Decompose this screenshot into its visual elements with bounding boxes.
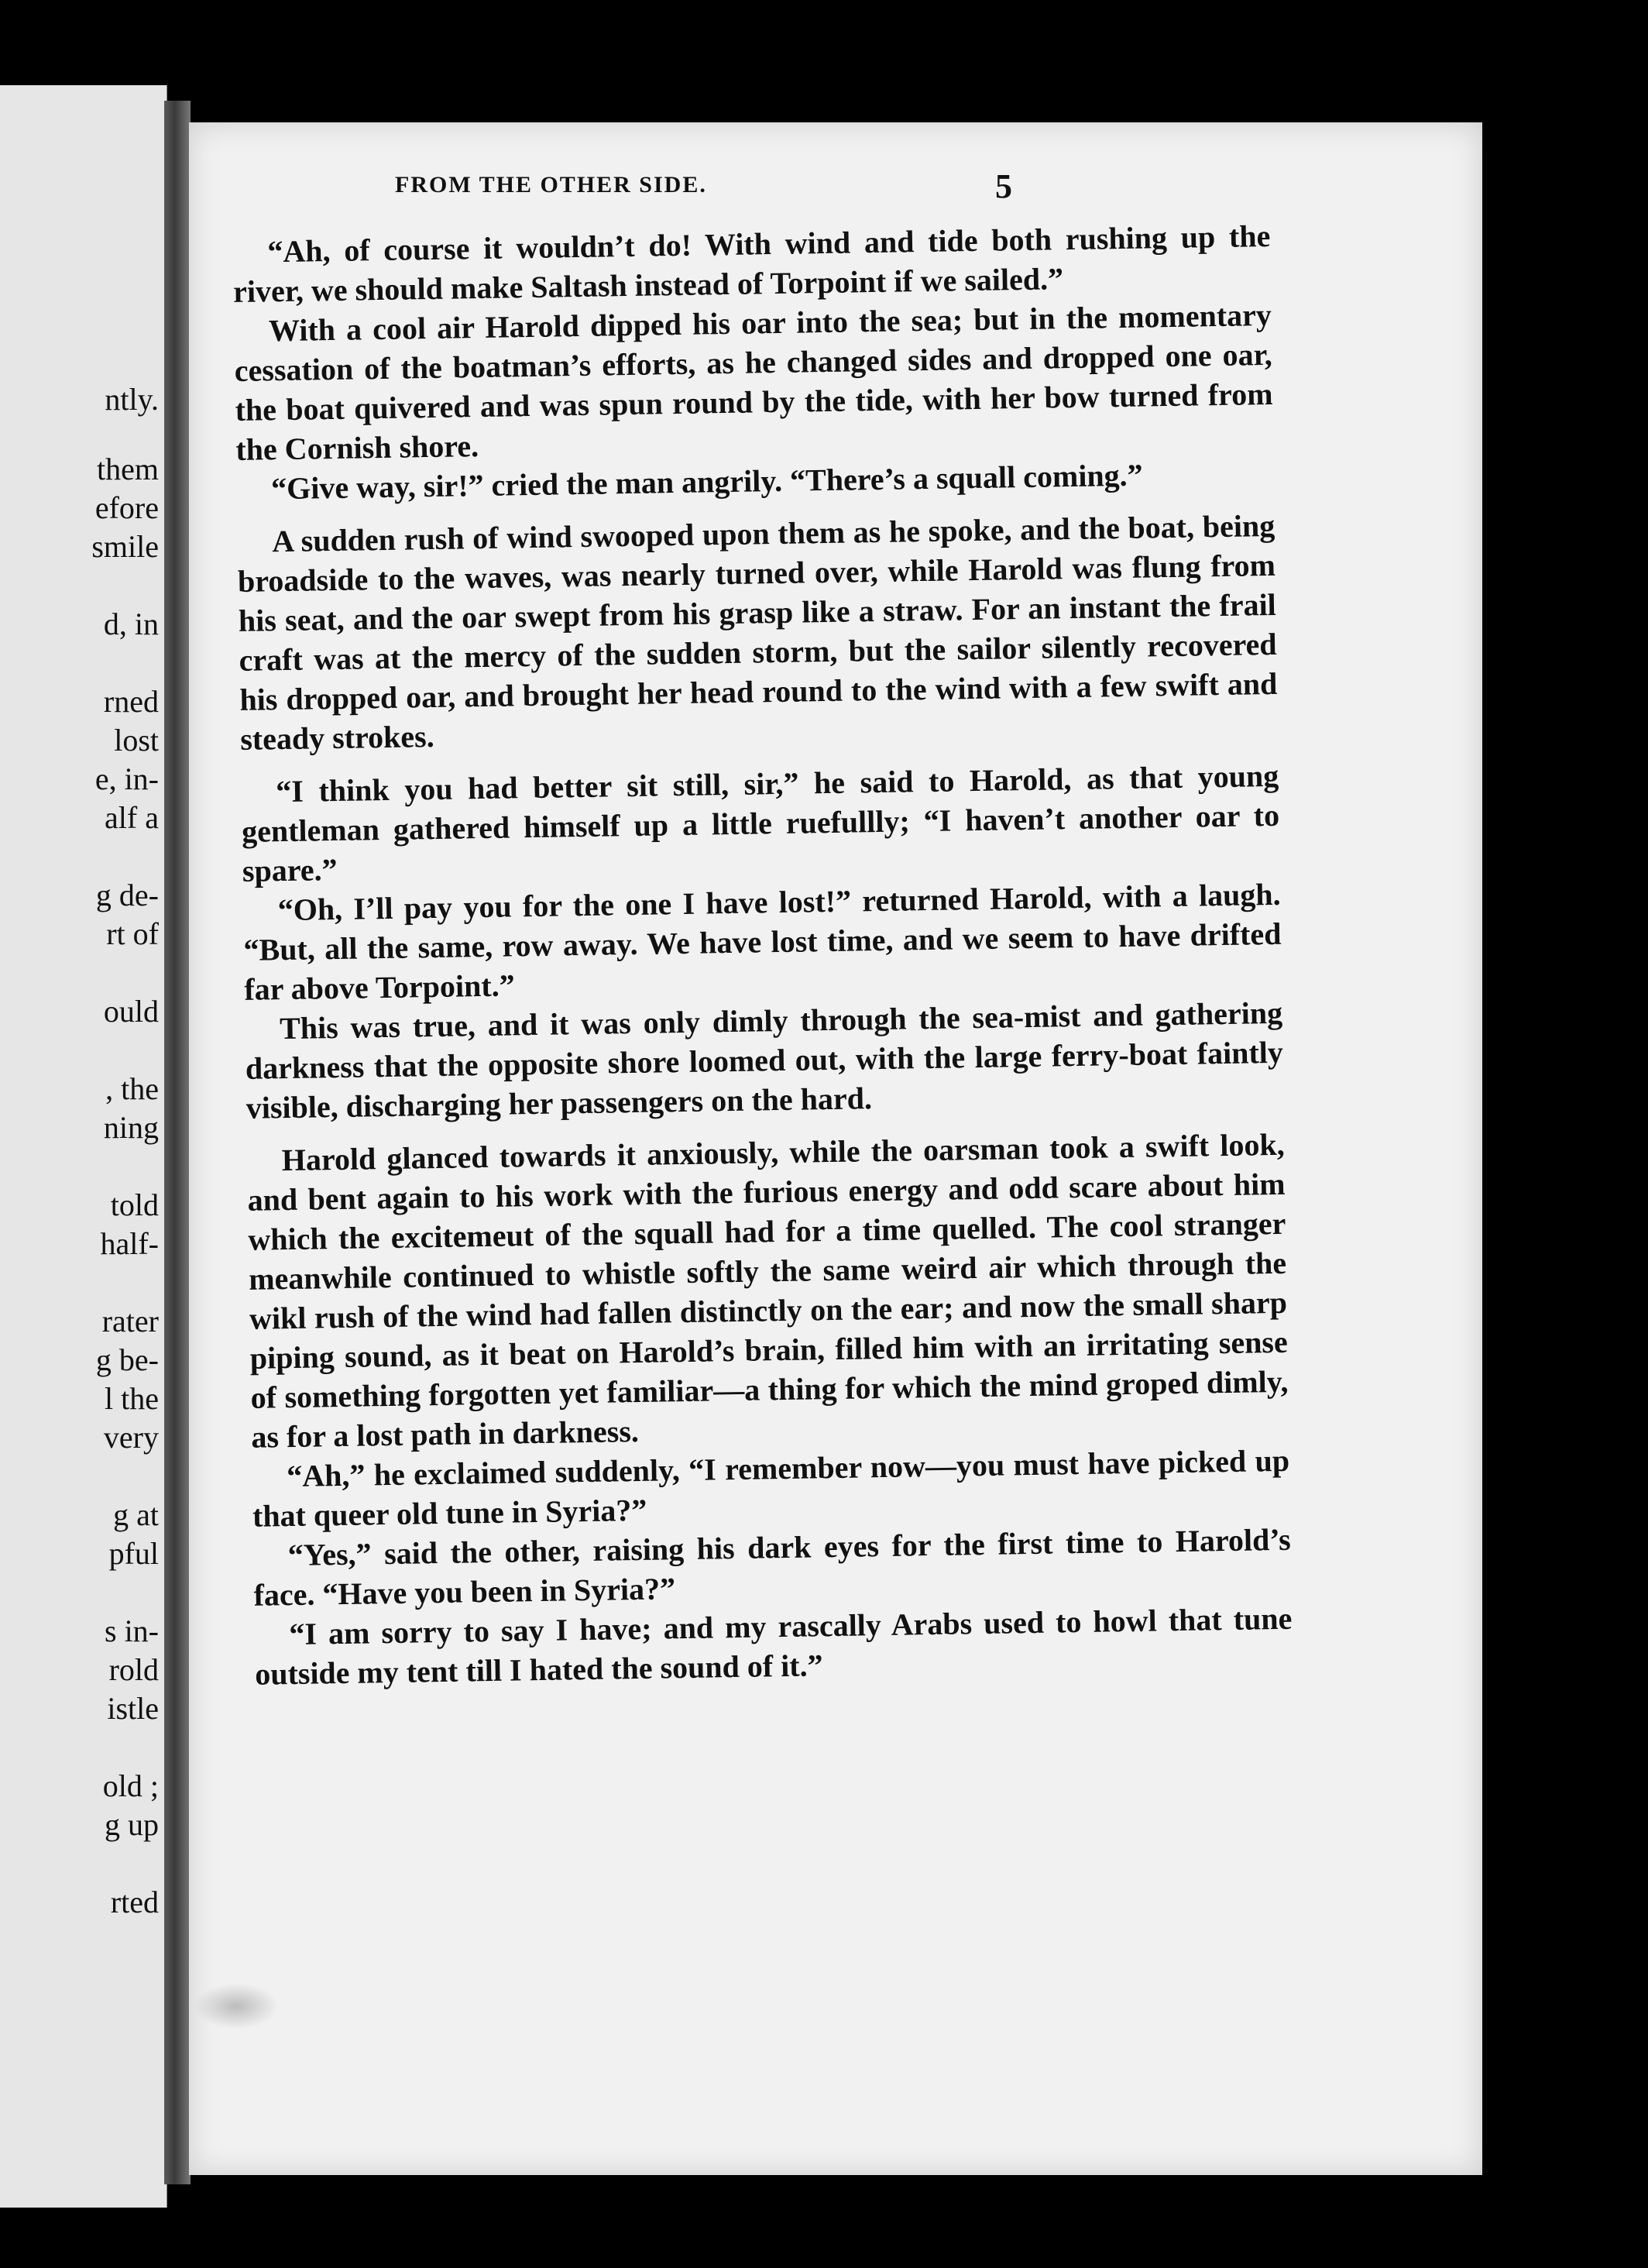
left-page-fragment: very bbox=[103, 1420, 159, 1455]
left-page-fragment: ould bbox=[103, 994, 159, 1029]
left-page-fragment: rt of bbox=[106, 916, 159, 951]
left-page-fragment: alf a bbox=[105, 800, 159, 835]
left-page-fragment: rater bbox=[101, 1304, 159, 1338]
paragraph: “I think you had better sit still, sir,” he said to Harold, as that young gentleman gathered himself up a little ruefullly; “I haven’t another oar to spare.” bbox=[241, 758, 1280, 888]
left-page-fragment: smile bbox=[91, 529, 159, 564]
left-page-fragment: g be- bbox=[95, 1342, 159, 1377]
page-number: 5 bbox=[995, 167, 1012, 205]
body-text bbox=[232, 216, 1293, 1694]
left-page-fragment: rold bbox=[108, 1652, 159, 1687]
left-page-fragment: , the bbox=[105, 1071, 159, 1106]
paragraph: “Oh, I’ll pay you for the one I have lost!” returned Harold, with a laugh. “But, all the same, row away. We have lost time, and we seem to have drifted far above Torpoint.” bbox=[243, 876, 1282, 1007]
left-page-fragment: d, in bbox=[103, 607, 159, 641]
paragraph: “Yes,” said the other, raising his dark eyes for the first time to Harold’s face. “Have you been in Syria?” bbox=[253, 1521, 1292, 1613]
paragraph: A sudden rush of wind swooped upon them as he spoke, and the boat, being broadside to the waves, was nearly turned over, while Harold was flung from his seat, and the oar swept from his grasp like a straw. For an instant the frail craft was at the mercy of the sudden storm, but the sailor silently recovered his dropped oar, and brought her head round to the wind with a few swift and steady strokes. bbox=[237, 507, 1278, 757]
left-page-fragment: them bbox=[97, 452, 159, 486]
left-page-fragment: e, in- bbox=[94, 761, 159, 796]
left-page-fragment: told bbox=[110, 1187, 159, 1222]
left-page-fragment: old ; bbox=[102, 1768, 159, 1803]
left-page-fragment: ntly. bbox=[105, 382, 159, 417]
paragraph: Harold glanced towards it anxiously, while the oarsman took a swift look, and bent again to his work with the furious energy and odd scare about him which the excitemeut of the squall had for a time quelled. The cool stranger meanwhile continued to whistle softly the same weird air which through the wikl rush of the wind had fallen distinctly on the ear; and now the small sharp piping sound, as it beat on Harold’s brain, filled him with an irritating sense of something forgotten yet familiar—a thing for which the mind groped dimly, as for a lost path in darkness. bbox=[247, 1126, 1289, 1455]
left-page-fragment: lost bbox=[114, 723, 159, 758]
paragraph: “Ah,” he exclaimed suddenly, “I remember now—you must have picked up that queer old tune in Syria?” bbox=[252, 1442, 1290, 1534]
paragraph: “Ah, of course it wouldn’t do! With wind and tide both rushing up the river, we should make Saltash instead of Torpoint if we sailed.” bbox=[232, 218, 1271, 309]
left-page-fragment: g at bbox=[113, 1497, 159, 1532]
left-page-fragment: ning bbox=[103, 1110, 159, 1145]
left-page-fragment: rted bbox=[110, 1885, 159, 1919]
left-page-fragment: istle bbox=[107, 1691, 159, 1726]
left-page-fragment: efore bbox=[94, 490, 159, 525]
page-smudge bbox=[194, 1983, 279, 2029]
paragraph: This was true, and it was only dimly through the sea-mist and gathering darkness that the opposite shore loomed out, with the large ferry-boat faintly visible, discharging her passengers on the hard. bbox=[245, 995, 1284, 1125]
left-page bbox=[0, 85, 167, 2208]
left-page-fragment: rned bbox=[103, 684, 159, 719]
left-page-fragment: s in- bbox=[105, 1613, 159, 1648]
running-header: FROM THE OTHER SIDE. bbox=[395, 172, 707, 198]
left-page-fragment: half- bbox=[100, 1226, 159, 1261]
left-page-fragment: pful bbox=[108, 1536, 159, 1571]
left-page-fragment: g up bbox=[105, 1807, 159, 1842]
paragraph: With a cool air Harold dipped his oar into the sea; but in the momentary cessation of the boatman’s efforts, as he changed sides and dropped one oar, the boat quivered and was spun round by the tide, with her bow turned from the Cornish shore. bbox=[234, 297, 1273, 467]
book-spine bbox=[164, 101, 191, 2184]
paragraph: “Give way, sir!” cried the man angrily. “There’s a squall coming.” bbox=[270, 457, 1143, 507]
left-page-fragment: l the bbox=[105, 1381, 159, 1416]
left-page-fragment: g de- bbox=[95, 878, 159, 912]
paragraph: “I am sorry to say I have; and my rascally Arabs used to howl that tune outside my tent till I hated the sound of it.” bbox=[254, 1600, 1293, 1692]
